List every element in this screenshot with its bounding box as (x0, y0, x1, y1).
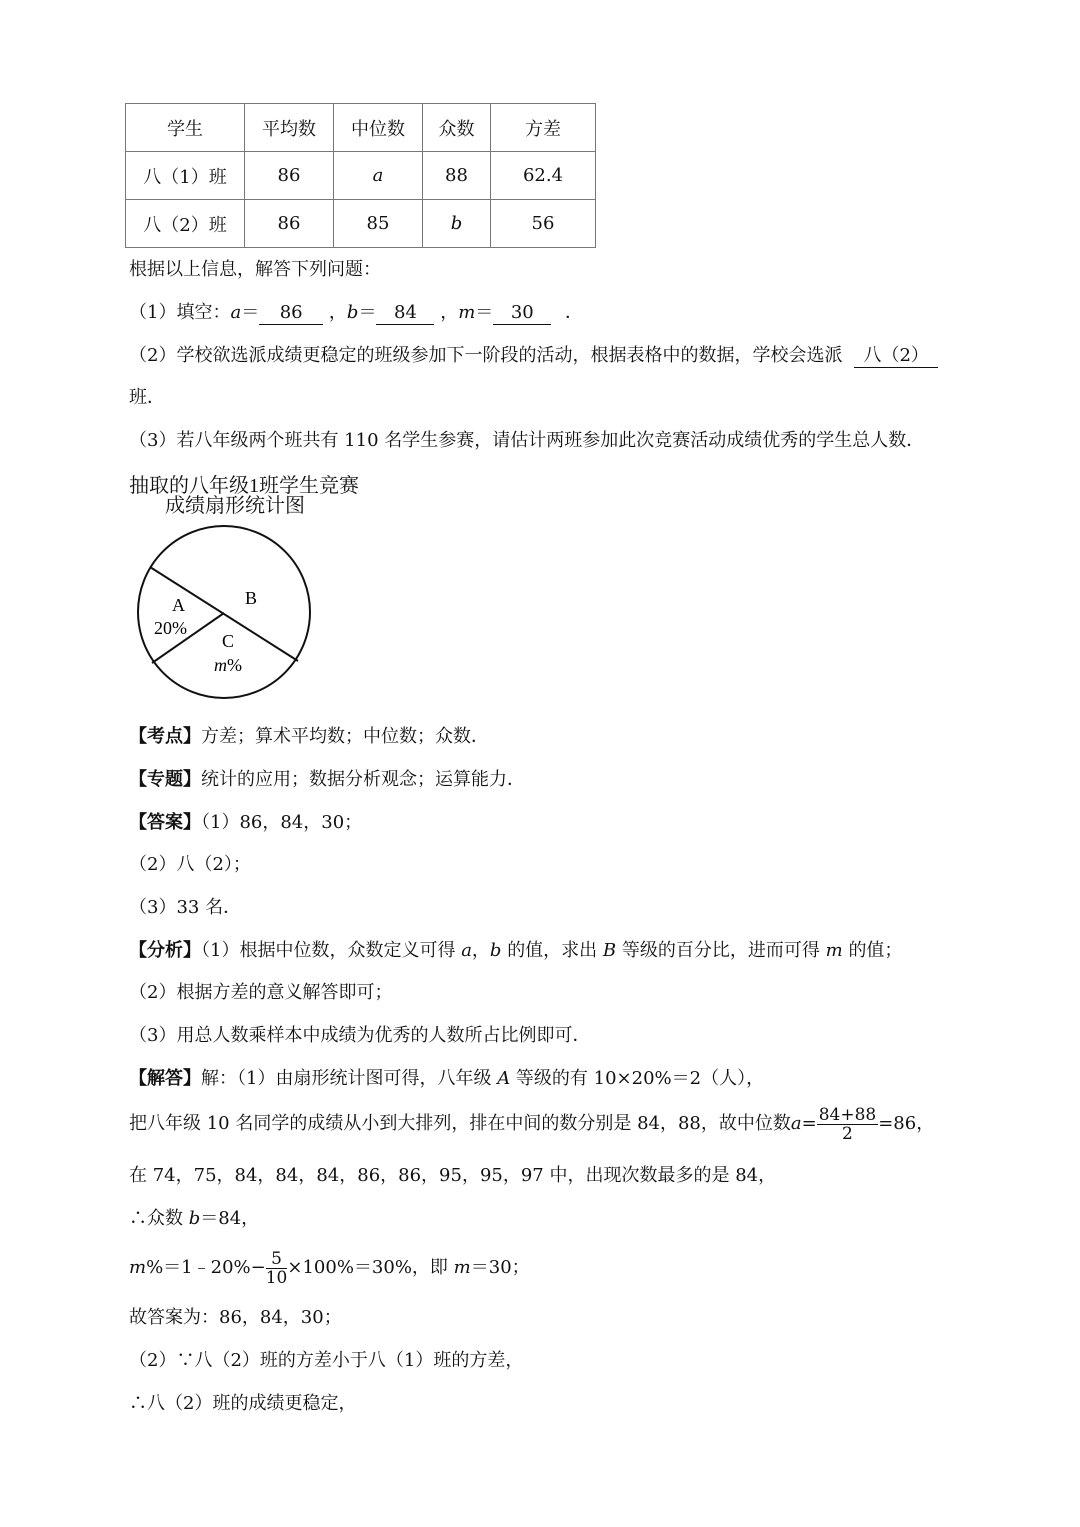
fenxi-text: 的值，求出 (507, 940, 598, 961)
kaodian-text: 方差；算术平均数；中位数；众数． (201, 726, 489, 747)
daan-tag: 【答案】 (129, 812, 201, 833)
zhuanti-line (129, 768, 525, 792)
table-cell: b (423, 200, 491, 248)
question-1 (129, 301, 583, 325)
fenxi-text: 的值； (848, 940, 903, 961)
zhuanti-text: 统计的应用；数据分析观念；运算能力． (201, 769, 525, 790)
jieda-text: ×100%＝30%，即 (287, 1257, 448, 1278)
pie-label-c: C (222, 631, 235, 651)
q1-eq: ＝ (358, 302, 377, 323)
table-cell: 八（2）班 (126, 200, 245, 248)
q2-tail: 班． (129, 387, 165, 408)
jieda-line-3: 在 74，75，84，84，84，86，86，95，95，97 中，出现次数最多的是 84， (129, 1165, 777, 1186)
pie-percent-c-var: m (214, 655, 227, 675)
table-cell: a (334, 152, 423, 200)
jieda-text: 等级的有 10×20%＝2（人）， (515, 1068, 765, 1089)
fenxi-tag: 【分析】 (129, 940, 201, 961)
jieda-var-b: b (188, 1208, 201, 1229)
q1-answer-m: 30 (493, 302, 551, 325)
table-cell: 八（1）班 (126, 152, 245, 200)
question-3: （3）若八年级两个班共有 110 名学生参赛，请估计两班参加此次竞赛活动成绩优秀的学生总人数． (129, 430, 925, 451)
q1-eq: ＝ (475, 302, 494, 323)
fenxi-var-B: B (602, 940, 617, 961)
jieda-eq: = (801, 1113, 817, 1134)
q1-eq: ＝ (241, 302, 260, 323)
jieda-text: 把八年级 10 名同学的成绩从小到大排列，排在中间的数分别是 84，88，故中位数 (129, 1113, 791, 1134)
table-cell: 86 (245, 152, 334, 200)
q1-end: ． (565, 302, 583, 323)
fenxi-text: 等级的百分比，进而可得 (621, 940, 820, 961)
q2-answer: 八（2） (854, 345, 938, 368)
ratio-fraction (266, 1250, 288, 1287)
pie-title-line2: 成绩扇形统计图 (165, 495, 305, 517)
jieda-text: ＝84， (200, 1208, 260, 1229)
daan-line-3: （3）33 名． (129, 897, 242, 918)
table-cell: 86 (245, 200, 334, 248)
q1-answer-a: 86 (259, 302, 323, 325)
kaodian-line (129, 725, 489, 749)
kaodian-tag: 【考点】 (129, 726, 201, 747)
table-cell: 88 (423, 152, 491, 200)
median-fraction (817, 1106, 879, 1143)
pie-chart (130, 525, 360, 705)
pie-percent-c (214, 655, 242, 675)
pie-label-b: B (245, 588, 258, 608)
fenxi-var-b: b (489, 940, 502, 961)
table-cell: 85 (334, 200, 423, 248)
table-header-cell: 平均数 (245, 104, 334, 152)
daan-line-2: （2）八（2）； (129, 854, 251, 875)
q1-prefix: （1）填空： (129, 302, 231, 323)
jieda-line-6: 故答案为：86，84，30； (129, 1307, 342, 1328)
jieda-line-4 (129, 1207, 259, 1231)
table-header-cell: 中位数 (334, 104, 423, 152)
fenxi-line-2: （2）根据方差的意义解答即可； (129, 982, 393, 1003)
jieda-text: 解：（1）由扇形统计图可得，八年级 (201, 1068, 492, 1089)
q1-sep: ， (328, 302, 347, 323)
q2-text: （2）学校欲选派成绩更稳定的班级参加下一阶段的活动，根据表格中的数据，学校会选派 (129, 345, 843, 366)
table-header-cell: 方差 (491, 104, 596, 152)
q1-answer-b: 84 (376, 302, 434, 325)
fraction-numerator: 84+88 (818, 1104, 877, 1125)
jieda-var-a: a (790, 1113, 802, 1134)
fenxi-comma: ， (471, 940, 490, 961)
fenxi-line-1 (129, 939, 902, 963)
table-header-cell: 众数 (423, 104, 491, 152)
fenxi-text: （1）根据中位数，众数定义可得 (201, 940, 456, 961)
question-2 (129, 344, 938, 368)
table-row (126, 152, 596, 200)
q1-var-m: m (458, 302, 476, 323)
jieda-text: =86， (878, 1113, 935, 1134)
daan-line-1 (129, 811, 362, 835)
fraction-denominator: 10 (265, 1267, 288, 1288)
pie-title-line1: 抽取的八年级1班学生竞赛 (129, 475, 359, 497)
q1-sep: ， (440, 302, 459, 323)
daan-text-1: （1）86，84，30； (201, 812, 363, 833)
jieda-line-2 (129, 1104, 934, 1144)
fenxi-var-m: m (825, 940, 843, 961)
stats-table (125, 103, 596, 248)
table-cell: 56 (491, 200, 596, 248)
pie-label-a: A (172, 595, 185, 615)
fraction-numerator: 5 (266, 1250, 288, 1269)
fenxi-line-3: （3）用总人数乘样本中成绩为优秀的人数所占比例即可． (129, 1025, 591, 1046)
jieda-var-m: m (129, 1257, 147, 1278)
jieda-var-A: A (497, 1068, 511, 1089)
jieda-tag: 【解答】 (129, 1068, 201, 1089)
jieda-var-m: m (453, 1257, 471, 1278)
table-header-row (126, 104, 596, 152)
jieda-text: ∴众数 (129, 1208, 183, 1229)
table-cell: 62.4 (491, 152, 596, 200)
jieda-line-7: （2）∵八（2）班的方差小于八（1）班的方差， (129, 1350, 524, 1371)
pie-percent-c-sign: % (227, 655, 242, 675)
jieda-line-1 (129, 1067, 764, 1091)
jieda-line-5 (129, 1248, 530, 1288)
table-row (126, 200, 596, 248)
fraction-denominator: 2 (842, 1123, 853, 1144)
jieda-text: ＝30； (470, 1257, 530, 1278)
zhuanti-tag: 【专题】 (129, 769, 201, 790)
table-header-cell: 学生 (126, 104, 245, 152)
intro-text: 根据以上信息，解答下列问题： (129, 259, 381, 280)
jieda-text: %＝1﹣20%− (146, 1257, 266, 1278)
q1-var-a: a (230, 302, 242, 323)
jieda-line-8: ∴八（2）班的成绩更稳定， (129, 1393, 357, 1414)
pie-percent-a: 20% (154, 618, 187, 638)
fenxi-var-a: a (461, 940, 472, 961)
q1-var-b: b (346, 302, 359, 323)
